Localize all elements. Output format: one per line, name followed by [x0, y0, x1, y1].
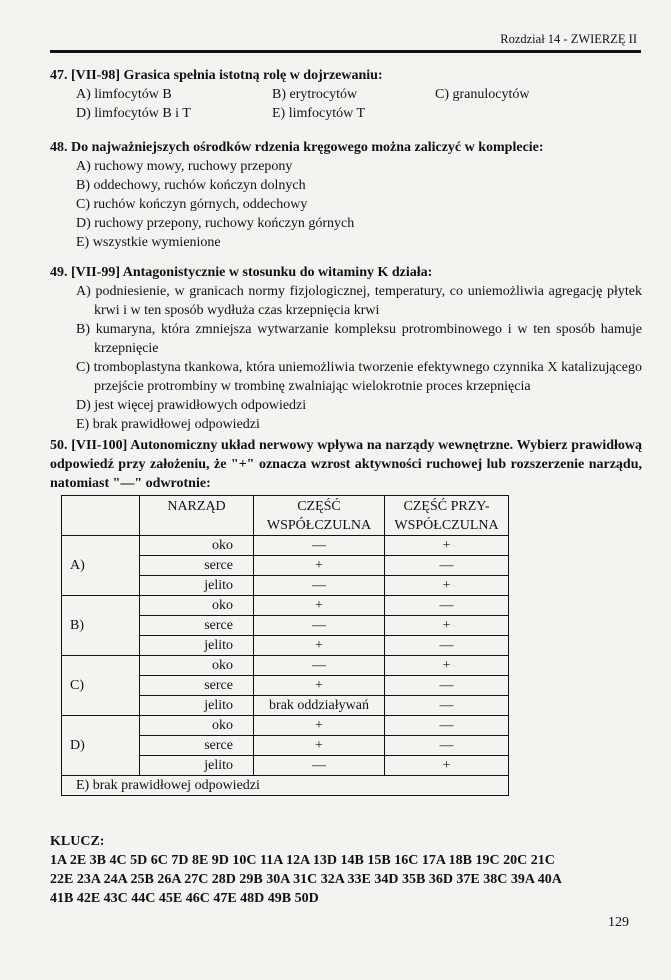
table-row	[62, 596, 509, 616]
q48-option-e: E) wszystkie wymienione	[76, 235, 221, 250]
parasympathetic-cell: —	[385, 676, 509, 696]
answer-key-line: 41B 42E 43C 44C 45E 46C 47E 48D 49B 50D	[50, 891, 319, 906]
parasympathetic-cell: +	[385, 616, 509, 636]
parasympathetic-cell: —	[385, 556, 509, 576]
sympathetic-cell: +	[254, 556, 385, 576]
q48-option-d: D) ruchowy przepony, ruchowy kończyn górnych	[76, 216, 355, 231]
parasympathetic-cell: —	[385, 716, 509, 736]
question-47	[50, 66, 642, 123]
organ-cell: jelito	[140, 576, 254, 596]
sympathetic-cell: +	[254, 736, 385, 756]
table-header-row	[62, 496, 509, 536]
q47-option-e: E) limfocytów T	[272, 106, 366, 121]
page-number: 129	[608, 915, 629, 930]
table-row	[62, 716, 509, 736]
parasympathetic-cell: —	[385, 736, 509, 756]
parasympathetic-cell: +	[385, 536, 509, 556]
answer-table	[61, 495, 509, 796]
parasympathetic-cell: +	[385, 576, 509, 596]
question-49-head: 49. [VII-99] Antagonistycznie w stosunku do witaminy K działa:	[50, 265, 433, 280]
organ-cell: oko	[140, 596, 254, 616]
organ-cell: serce	[140, 616, 254, 636]
q47-option-c: C) granulocytów	[435, 87, 530, 102]
organ-cell: oko	[140, 656, 254, 676]
sympathetic-cell: +	[254, 716, 385, 736]
question-50	[50, 436, 642, 493]
q50-option-e: E) brak prawidłowej odpowiedzi	[62, 776, 509, 796]
parasympathetic-cell: —	[385, 696, 509, 716]
q49-option-e: E) brak prawidłowej odpowiedzi	[76, 417, 260, 432]
sympathetic-cell: +	[254, 676, 385, 696]
table-row	[62, 656, 509, 676]
organ-cell: jelito	[140, 636, 254, 656]
q47-option-a: A) limfocytów B	[76, 87, 172, 102]
organ-cell: serce	[140, 736, 254, 756]
q49-option-b: B) kumaryna, która zmniejsza wytwarzanie kompleksu protrombinowego i w ten sposób hamuje krzepnięcie	[76, 322, 642, 356]
q47-option-d: D) limfocytów B i T	[76, 106, 191, 121]
organ-cell: serce	[140, 676, 254, 696]
group-label-b: B)	[62, 596, 140, 656]
q47-option-b: B) erytrocytów	[272, 87, 358, 102]
parasympathetic-cell: —	[385, 596, 509, 616]
answer-key-line: 22E 23A 24A 25B 26A 27C 28D 29B 30A 31C 32A 33E 34D 35B 36D 37E 38C 39A 40A	[50, 872, 562, 887]
question-48-head: 48. Do najważniejszych ośrodków rdzenia kręgowego można zaliczyć w komplecie:	[50, 140, 544, 155]
organ-cell: oko	[140, 536, 254, 556]
empty-header-cell	[62, 496, 140, 536]
question-47-head: 47. [VII-98] Grasica spełnia istotną rolę w dojrzewaniu:	[50, 68, 383, 83]
q49-option-c: C) tromboplastyna tkankowa, która uniemożliwia tworzenie efektywnego czynnika X katalizującego przejście protrombiny w trombinę zwalniając wielokrotnie proces krzepnięcia	[76, 360, 642, 394]
parasympathetic-cell: —	[385, 636, 509, 656]
chapter-header: Rozdział 14 - ZWIERZĘ II	[500, 32, 637, 46]
question-50-head: 50. [VII-100] Autonomiczny układ nerwowy wpływa na narządy wewnętrzne. Wybierz prawidłową odpowiedź przy założeniu, że "+" oznacza wzrost aktywności ruchowej lub rozszerzenie narządu, natomiast "—" odwrotnie:	[50, 438, 642, 491]
header-organ: NARZĄD	[140, 496, 254, 536]
question-48	[50, 138, 642, 252]
group-label-c: C)	[62, 656, 140, 716]
q49-option-d: D) jest więcej prawidłowych odpowiedzi	[76, 398, 307, 413]
parasympathetic-cell: +	[385, 756, 509, 776]
sympathetic-cell: —	[254, 756, 385, 776]
sympathetic-cell: —	[254, 576, 385, 596]
organ-cell: jelito	[140, 696, 254, 716]
sympathetic-cell: —	[254, 656, 385, 676]
group-label-a: A)	[62, 536, 140, 596]
organ-cell: oko	[140, 716, 254, 736]
q48-option-a: A) ruchowy mowy, ruchowy przepony	[76, 159, 293, 174]
organ-cell: serce	[140, 556, 254, 576]
header-rule	[50, 50, 641, 53]
answer-key	[50, 832, 650, 908]
header-sympathetic: CZĘŚĆ WSPÓŁCZULNA	[254, 496, 385, 536]
sympathetic-cell: —	[254, 536, 385, 556]
q49-option-a: A) podniesienie, w granicach normy fizjologicznej, temperatury, co uniemożliwia agregację płytek krwi i w ten sposób wydłuża czas krzepnięcia krwi	[76, 284, 642, 318]
sympathetic-cell: brak oddziaływań	[254, 696, 385, 716]
q48-option-b: B) oddechowy, ruchów kończyn dolnych	[76, 178, 306, 193]
table-footer-row	[62, 776, 509, 796]
group-label-d: D)	[62, 716, 140, 776]
question-49	[50, 263, 642, 434]
header-parasympathetic: CZĘŚĆ PRZY-WSPÓŁCZULNA	[385, 496, 509, 536]
q48-option-c: C) ruchów kończyn górnych, oddechowy	[76, 197, 308, 212]
parasympathetic-cell: +	[385, 656, 509, 676]
answer-key-line: 1A 2E 3B 4C 5D 6C 7D 8E 9D 10C 11A 12A 13D 14B 15B 16C 17A 18B 19C 20C 21C	[50, 853, 555, 868]
table-row	[62, 536, 509, 556]
sympathetic-cell: +	[254, 636, 385, 656]
sympathetic-cell: +	[254, 596, 385, 616]
answer-key-title: KLUCZ:	[50, 834, 105, 849]
organ-cell: jelito	[140, 756, 254, 776]
sympathetic-cell: —	[254, 616, 385, 636]
